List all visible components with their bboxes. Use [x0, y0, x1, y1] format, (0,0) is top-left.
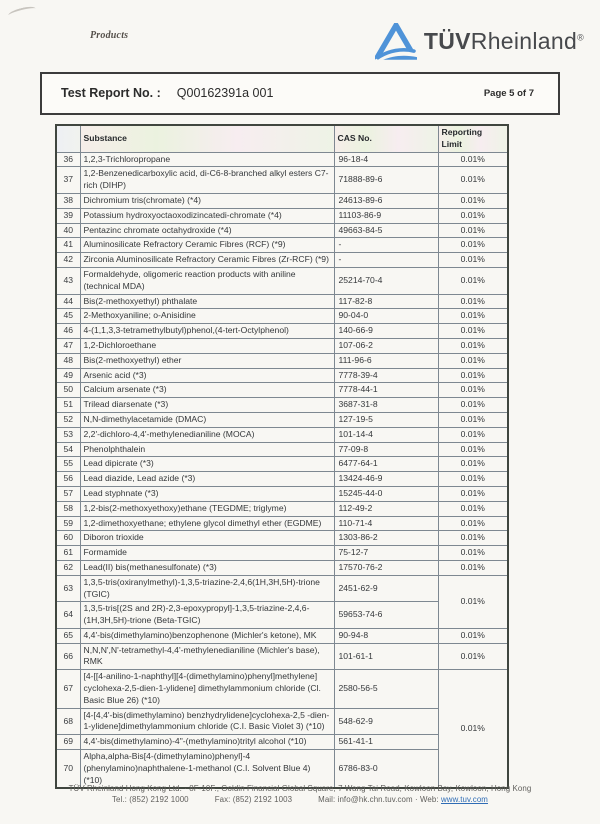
limit-cell: 0.01% — [438, 238, 508, 253]
table-row — [56, 267, 508, 294]
limit-cell: 0.01% — [438, 368, 508, 383]
limit-cell: 0.01% — [438, 670, 508, 789]
limit-cell: 0.01% — [438, 208, 508, 223]
row-number: 39 — [56, 208, 80, 223]
limit-cell: 0.01% — [438, 223, 508, 238]
cas-cell: 2451-62-9 — [334, 575, 438, 602]
substance-cell: 2,2'-dichloro-4,4'-methylenedianiline (MOCA) — [80, 427, 334, 442]
substance-cell: 1,3,5-tris(oxiranylmethyl)-1,3,5-triazine-2,4,6(1H,3H,5H)-trione (TGIC) — [80, 575, 334, 602]
table-row — [56, 628, 508, 643]
cas-cell: 25214-70-4 — [334, 267, 438, 294]
cas-cell: 110-71-4 — [334, 516, 438, 531]
row-number: 36 — [56, 152, 80, 167]
header-substance: Substance — [80, 125, 334, 152]
cas-cell: 77-09-8 — [334, 442, 438, 457]
substance-cell: 4,4'-bis(dimethylamino)-4"-(methylamino)trityl alcohol (*10) — [80, 735, 334, 750]
substance-cell: Bis(2-methoxyethyl) ether — [80, 353, 334, 368]
cas-cell: 548-62-9 — [334, 708, 438, 735]
table-header-row — [56, 125, 508, 152]
row-number: 68 — [56, 708, 80, 735]
limit-cell: 0.01% — [438, 267, 508, 294]
table-row — [56, 427, 508, 442]
substance-cell: Diboron trioxide — [80, 531, 334, 546]
row-number: 46 — [56, 324, 80, 339]
cas-cell: 71888-89-6 — [334, 167, 438, 194]
header-number-cell — [56, 125, 80, 152]
table-row — [56, 294, 508, 309]
cas-cell: - — [334, 238, 438, 253]
row-number: 62 — [56, 560, 80, 575]
row-number: 52 — [56, 412, 80, 427]
substance-cell: 4-(1,1,3,3-tetramethylbutyl)phenol,(4-tert-Octylphenol) — [80, 324, 334, 339]
substance-cell: Lead styphnate (*3) — [80, 486, 334, 501]
footer-fax: Fax: (852) 2192 1003 — [214, 795, 293, 804]
table-row — [56, 324, 508, 339]
row-number: 60 — [56, 531, 80, 546]
row-number: 45 — [56, 309, 80, 324]
cas-cell: 140-66-9 — [334, 324, 438, 339]
limit-cell: 0.01% — [438, 412, 508, 427]
cas-cell: 101-14-4 — [334, 427, 438, 442]
page-indicator: Page 5 of 7 — [483, 88, 534, 99]
row-number: 50 — [56, 383, 80, 398]
substance-cell: Zirconia Aluminosilicate Refractory Ceramic Fibres (Zr-RCF) (*9) — [80, 253, 334, 268]
cas-cell: 24613-89-6 — [334, 193, 438, 208]
table-row — [56, 152, 508, 167]
cas-cell: - — [334, 253, 438, 268]
report-no-label: Test Report No. : — [61, 86, 161, 100]
cas-cell: 13424-46-9 — [334, 472, 438, 487]
report-header-box — [40, 72, 560, 115]
cas-cell: 6786-83-0 — [334, 750, 438, 789]
cas-cell: 96-18-4 — [334, 152, 438, 167]
header-limit: Reporting Limit — [438, 125, 508, 152]
row-number: 64 — [56, 602, 80, 629]
table-row — [56, 412, 508, 427]
row-number: 66 — [56, 643, 80, 670]
substance-cell: Pentazinc chromate octahydroxide (*4) — [80, 223, 334, 238]
cas-cell: 127-19-5 — [334, 412, 438, 427]
limit-cell: 0.01% — [438, 383, 508, 398]
brand-text — [424, 28, 584, 55]
substance-cell: Lead dipicrate (*3) — [80, 457, 334, 472]
substance-cell: Lead(II) bis(methanesulfonate) (*3) — [80, 560, 334, 575]
substance-cell: 1,2-Dichloroethane — [80, 338, 334, 353]
table-row — [56, 457, 508, 472]
limit-cell: 0.01% — [438, 427, 508, 442]
limit-cell: 0.01% — [438, 193, 508, 208]
table-row — [56, 643, 508, 670]
scan-artifact-mark — [7, 5, 36, 20]
substance-cell: [4-[4,4'-bis(dimethylamino) benzhydrylidene]cyclohexa-2,5 -dien-1-ylidene]dimethylammonium chloride (C.I. Basic Violet 3) (*10) — [80, 708, 334, 735]
table-row — [56, 442, 508, 457]
table-row — [56, 238, 508, 253]
limit-cell: 0.01% — [438, 442, 508, 457]
table-row — [56, 575, 508, 602]
substance-cell: 1,2-dimethoxyethane; ethylene glycol dimethyl ether (EGDME) — [80, 516, 334, 531]
cas-cell: 111-96-6 — [334, 353, 438, 368]
table-row — [56, 472, 508, 487]
substance-cell: N,N-dimethylacetamide (DMAC) — [80, 412, 334, 427]
substance-cell: N,N,N',N'-tetramethyl-4,4'-methylenedianiline (Michler's base), RMK — [80, 643, 334, 670]
row-number: 61 — [56, 546, 80, 561]
limit-cell: 0.01% — [438, 472, 508, 487]
limit-cell: 0.01% — [438, 643, 508, 670]
cas-cell: 75-12-7 — [334, 546, 438, 561]
substance-cell: Formaldehyde, oligomeric reaction products with aniline (technical MDA) — [80, 267, 334, 294]
limit-cell: 0.01% — [438, 575, 508, 628]
row-number: 55 — [56, 457, 80, 472]
row-number: 38 — [56, 193, 80, 208]
limit-cell: 0.01% — [438, 167, 508, 194]
substance-cell: Bis(2-methoxyethyl) phthalate — [80, 294, 334, 309]
limit-cell: 0.01% — [438, 152, 508, 167]
row-number: 43 — [56, 267, 80, 294]
substance-cell: Arsenic acid (*3) — [80, 368, 334, 383]
cas-cell: 101-61-1 — [334, 643, 438, 670]
limit-cell: 0.01% — [438, 309, 508, 324]
cas-cell: 90-04-0 — [334, 309, 438, 324]
table-row — [56, 167, 508, 194]
substance-cell: Potassium hydroxyoctaoxodizincatedi-chromate (*4) — [80, 208, 334, 223]
substance-cell: Formamide — [80, 546, 334, 561]
cas-cell: 1303-86-2 — [334, 531, 438, 546]
cas-cell: 117-82-8 — [334, 294, 438, 309]
substance-cell: Alpha,alpha-Bis[4-(dimethylamino)phenyl]-4 (phenylamino)naphthalene-1-methanol (C.I. Solvent Blue 4) (*10) — [80, 750, 334, 789]
table-row — [56, 193, 508, 208]
table-row — [56, 383, 508, 398]
table-row — [56, 368, 508, 383]
row-number: 58 — [56, 501, 80, 516]
cas-cell: 15245-44-0 — [334, 486, 438, 501]
table-row — [56, 338, 508, 353]
registered-mark: ® — [577, 32, 584, 43]
table-row — [56, 398, 508, 413]
substance-cell: 1,2-Benzenedicarboxylic acid, di-C6-8-branched alkyl esters C7-rich (DIHP) — [80, 167, 334, 194]
table-row — [56, 531, 508, 546]
row-number: 51 — [56, 398, 80, 413]
limit-cell: 0.01% — [438, 486, 508, 501]
row-number: 69 — [56, 735, 80, 750]
table-row — [56, 353, 508, 368]
limit-cell: 0.01% — [438, 338, 508, 353]
limit-cell: 0.01% — [438, 501, 508, 516]
cas-cell: 3687-31-8 — [334, 398, 438, 413]
substance-cell: Phenolphthalein — [80, 442, 334, 457]
tuv-website-link[interactable]: www.tuv.com — [440, 795, 488, 804]
limit-cell: 0.01% — [438, 398, 508, 413]
table-row — [56, 223, 508, 238]
brand-rheinland: Rheinland — [470, 28, 578, 54]
cas-cell: 17570-76-2 — [334, 560, 438, 575]
cas-cell: 59653-74-6 — [334, 602, 438, 629]
row-number: 44 — [56, 294, 80, 309]
substance-table-body — [56, 152, 508, 788]
cas-cell: 112-49-2 — [334, 501, 438, 516]
table-row — [56, 208, 508, 223]
substance-cell: 2-Methoxyaniline; o-Anisidine — [80, 309, 334, 324]
table-row — [56, 516, 508, 531]
substance-cell: 1,3,5-tris[(2S and 2R)-2,3-epoxypropyl]-1,3,5-triazine-2,4,6-(1H,3H,5H)-trione (Beta-TGIC) — [80, 602, 334, 629]
limit-cell: 0.01% — [438, 294, 508, 309]
row-number: 40 — [56, 223, 80, 238]
page-footer — [0, 783, 600, 805]
limit-cell: 0.01% — [438, 560, 508, 575]
limit-cell: 0.01% — [438, 353, 508, 368]
limit-cell: 0.01% — [438, 531, 508, 546]
footer-address-line: TÜV Rheinland Hong Kong Ltd. · 8F-10F., Goldin Financial Global Square, 7 Wang Tai Road, Kowloon Bay, Kowloon, Hong Kong — [68, 784, 532, 793]
cas-cell: 107-06-2 — [334, 338, 438, 353]
row-number: 59 — [56, 516, 80, 531]
row-number: 53 — [56, 427, 80, 442]
cas-cell: 49663-84-5 — [334, 223, 438, 238]
table-row — [56, 670, 508, 708]
substance-cell: Calcium arsenate (*3) — [80, 383, 334, 398]
row-number: 63 — [56, 575, 80, 602]
limit-cell: 0.01% — [438, 253, 508, 268]
limit-cell: 0.01% — [438, 628, 508, 643]
row-number: 42 — [56, 253, 80, 268]
row-number: 37 — [56, 167, 80, 194]
row-number: 57 — [56, 486, 80, 501]
table-row — [56, 546, 508, 561]
limit-cell: 0.01% — [438, 516, 508, 531]
report-number: Q00162391a 001 — [176, 86, 274, 100]
substance-cell: Lead diazide, Lead azide (*3) — [80, 472, 334, 487]
footer-mail: Mail: info@hk.chn.tuv.com · Web: — [318, 795, 441, 804]
tuv-triangle-icon — [375, 23, 424, 60]
substance-cell: [4-[[4-anilino-1-naphthyl][4-(dimethylamino)phenyl]methylene] cyclohexa-2,5-dien-1-ylidene] dimethylammonium chloride (Cl. Basic Blue 26) (*10) — [80, 670, 334, 708]
brand-tuv: TÜV — [423, 28, 471, 54]
row-number: 54 — [56, 442, 80, 457]
cas-cell: 561-41-1 — [334, 735, 438, 750]
tuv-rheinland-logo — [375, 23, 584, 60]
limit-cell: 0.01% — [438, 324, 508, 339]
table-row — [56, 560, 508, 575]
cas-cell: 11103-86-9 — [334, 208, 438, 223]
row-number: 70 — [56, 750, 80, 789]
substance-cell: 1,2-bis(2-methoxyethoxy)ethane (TEGDME; triglyme) — [80, 501, 334, 516]
table-row — [56, 253, 508, 268]
row-number: 49 — [56, 368, 80, 383]
table-row — [56, 501, 508, 516]
row-number: 56 — [56, 472, 80, 487]
limit-cell: 0.01% — [438, 546, 508, 561]
cas-cell: 7778-39-4 — [334, 368, 438, 383]
limit-cell: 0.01% — [438, 457, 508, 472]
table-row — [56, 309, 508, 324]
row-number: 48 — [56, 353, 80, 368]
substance-cell: Dichromium tris(chromate) (*4) — [80, 193, 334, 208]
row-number: 67 — [56, 670, 80, 708]
header-cas: CAS No. — [334, 125, 438, 152]
substance-cell: 1,2,3-Trichloropropane — [80, 152, 334, 167]
footer-tel: Tel.: (852) 2192 1000 — [112, 795, 189, 804]
cas-cell: 7778-44-1 — [334, 383, 438, 398]
cas-cell: 6477-64-1 — [334, 457, 438, 472]
footer-contact-line — [0, 794, 600, 805]
substance-table — [55, 124, 509, 789]
substance-cell: Aluminosilicate Refractory Ceramic Fibres (RCF) (*9) — [80, 238, 334, 253]
row-number: 65 — [56, 628, 80, 643]
substance-cell: 4,4'-bis(dimethylamino)benzophenone (Michler's ketone), MK — [80, 628, 334, 643]
row-number: 41 — [56, 238, 80, 253]
cas-cell: 2580-56-5 — [334, 670, 438, 708]
row-number: 47 — [56, 338, 80, 353]
substance-cell: Trilead diarsenate (*3) — [80, 398, 334, 413]
cas-cell: 90-94-8 — [334, 628, 438, 643]
table-row — [56, 486, 508, 501]
products-label: Products — [90, 30, 129, 41]
